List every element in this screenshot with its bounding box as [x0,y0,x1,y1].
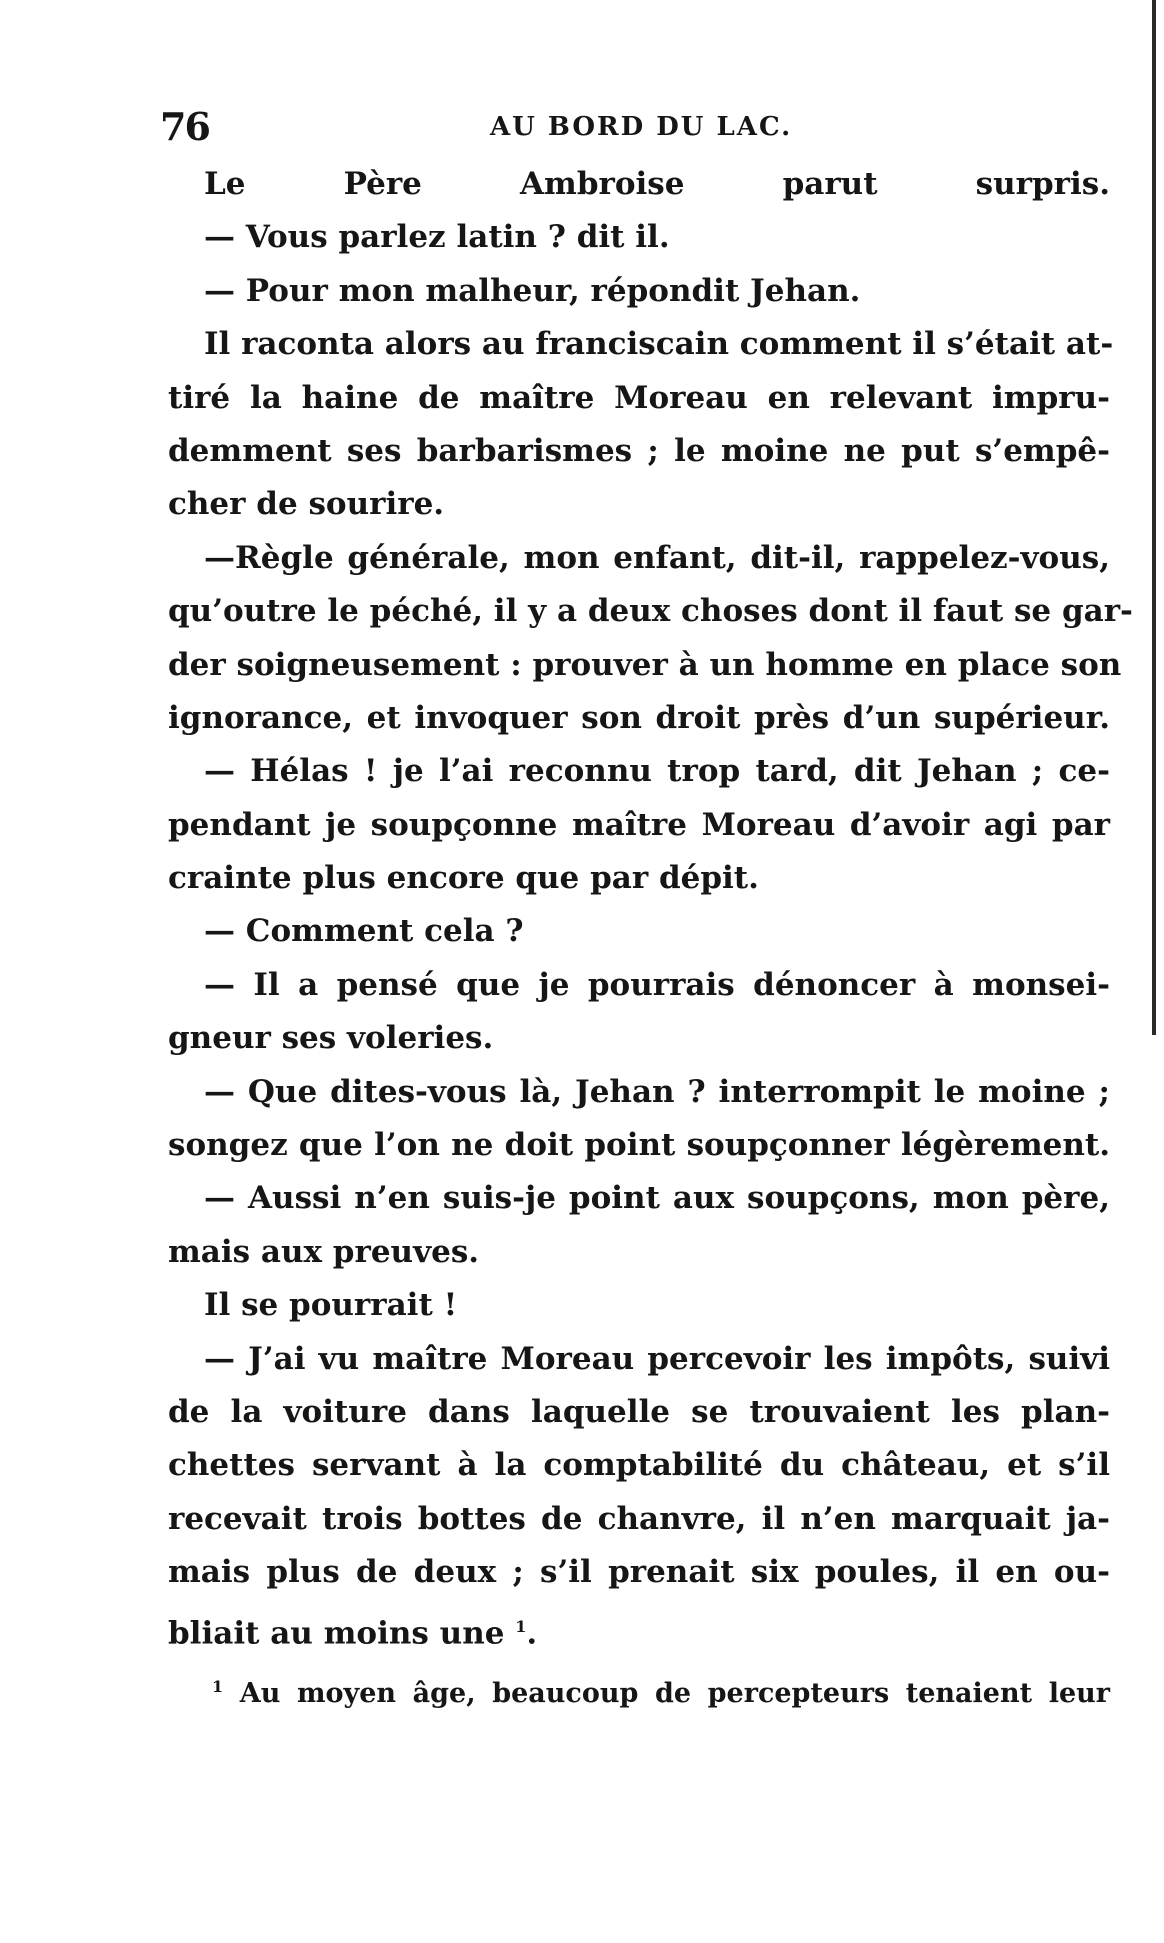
text-line: der soigneusement : prouver à un homme en place son [168,646,1122,683]
text-line: chettes servant à la comptabilité du château, et s’il [168,1447,1110,1484]
text-line: —Règle générale, mon enfant, dit-il, rappelez-vous, [204,539,1110,576]
text-line: — Vous parlez latin ? dit il. [204,219,670,256]
text-line: pendant je soupçonne maître Moreau d’avoir agi par [168,806,1110,843]
text-line: — Aussi n’en suis-je point aux soupçons, mon père, [204,1180,1110,1217]
text-line: Le Père Ambroise parut surpris. [204,166,1110,202]
text-line: mais plus de deux ; s’il prenait six poules, il en ou- [168,1554,1110,1591]
text-line-last [168,1600,1110,1653]
page-number: 76 [160,104,209,149]
footnote-text: Au moyen âge, beaucoup de percepteurs tenaient leur [239,1677,1110,1709]
text-line: — Il a pensé que je pourrais dénoncer à monsei- [204,966,1110,1003]
text-line: de la voiture dans laquelle se trouvaient les plan- [168,1393,1110,1430]
page-edge-rule [1152,0,1156,1035]
text-line: demment ses barbarismes ; le moine ne put s’empê- [168,432,1110,469]
text-line: tiré la haine de maître Moreau en relevant impru- [168,379,1110,416]
footnote-reference: 1 [515,1616,527,1636]
body-text [168,158,1133,1714]
last-line-text: bliait au moins une [168,1614,505,1651]
text-line: Il se pourrait ! [204,1287,458,1324]
page-header [160,104,1110,149]
text-line: — Comment cela ? [204,913,524,950]
last-line-period: . [526,1614,538,1651]
text-line: gneur ses voleries. [168,1020,494,1057]
text-line: mais aux preuves. [168,1233,480,1270]
text-line: crainte plus encore que par dépit. [168,860,759,897]
text-line: Il raconta alors au franciscain comment il s’était at- [204,326,1114,363]
text-line: — Hélas ! je l’ai reconnu trop tard, dit Jehan ; ce- [204,753,1110,790]
running-title: AU BORD DU LAC. [490,112,793,142]
text-line: qu’outre le péché, il y a deux choses dont il faut se gar- [168,593,1133,630]
text-line: recevait trois bottes de chanvre, il n’en marquait ja- [168,1500,1110,1537]
text-line: cher de sourire. [168,486,445,523]
text-line: ignorance, et invoquer son droit près d’un supérieur. [168,699,1110,736]
text-line: — J’ai vu maître Moreau percevoir les impôts, suivi [204,1340,1110,1377]
text-line: songez que l’on ne doit point soupçonner légèrement. [168,1127,1110,1164]
text-line: — Que dites-vous là, Jehan ? interrompit le moine ; [204,1073,1110,1110]
text-line: — Pour mon malheur, répondit Jehan. [204,272,861,309]
footnote-mark: 1 [212,1676,224,1696]
footnote [168,1667,1110,1714]
